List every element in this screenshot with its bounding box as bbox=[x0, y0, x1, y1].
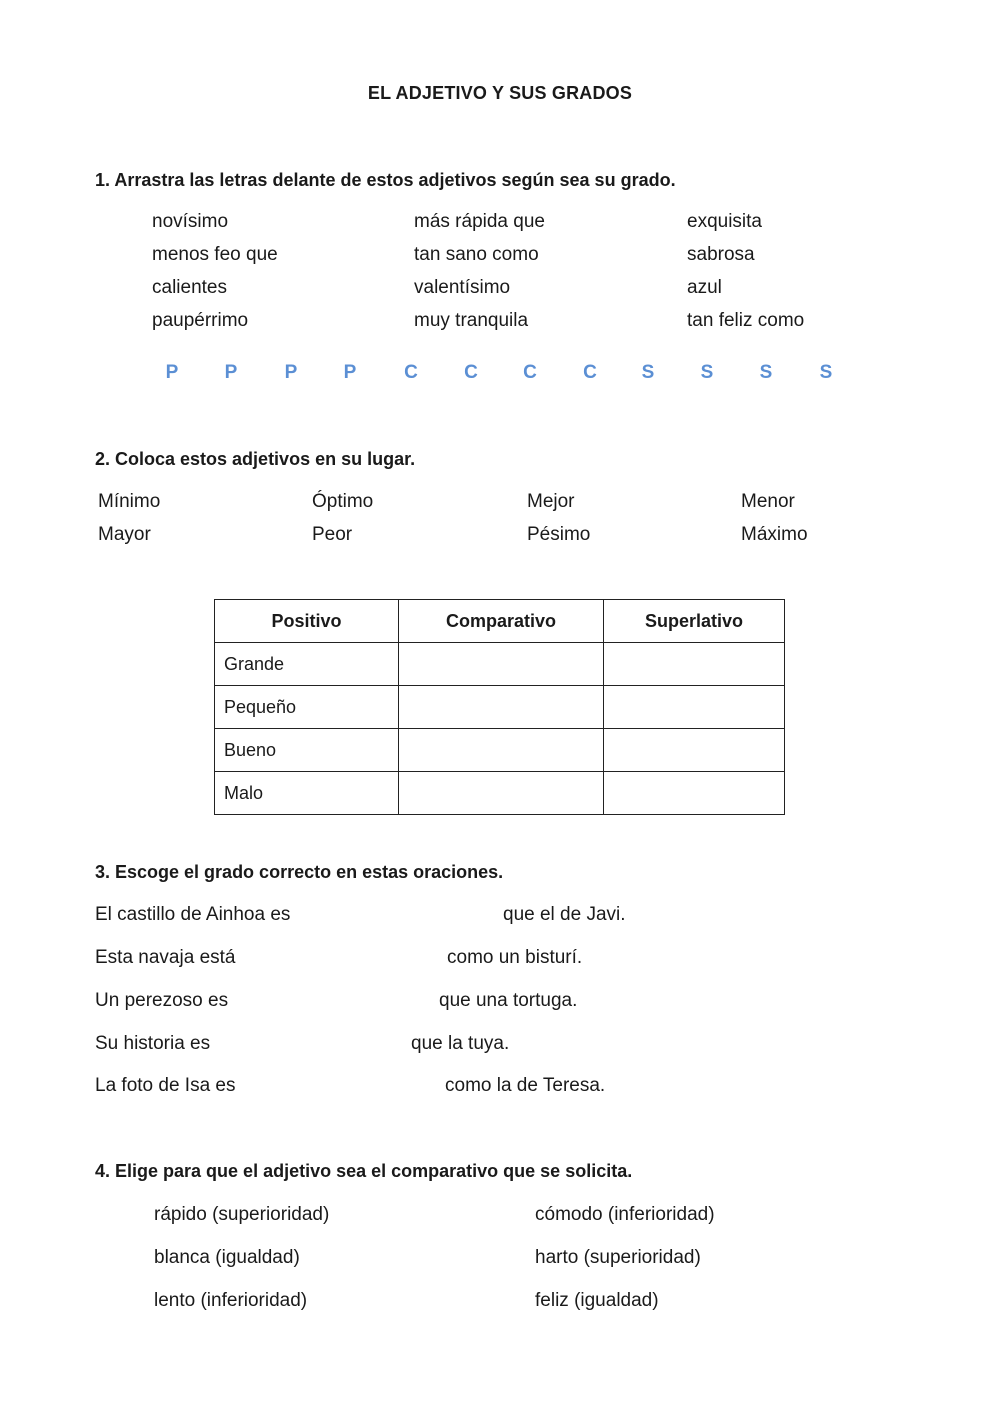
superlative-drop-cell[interactable] bbox=[604, 772, 785, 815]
adjective-item: menos feo que bbox=[152, 244, 278, 265]
header-comparativo: Comparativo bbox=[399, 600, 604, 643]
adjective-item: azul bbox=[687, 277, 722, 298]
draggable-letter-s[interactable]: S bbox=[819, 362, 833, 383]
draggable-letter-p[interactable]: P bbox=[165, 362, 179, 383]
draggable-word[interactable]: Máximo bbox=[741, 524, 808, 545]
adjective-item: valentísimo bbox=[414, 277, 511, 298]
draggable-letter-c[interactable]: C bbox=[523, 362, 537, 383]
comparative-item: rápido (superioridad) bbox=[154, 1204, 330, 1225]
adjective-item: tan sano como bbox=[414, 244, 539, 265]
positive-cell: Bueno bbox=[215, 729, 399, 772]
adjective-item: novísimo bbox=[152, 211, 229, 232]
draggable-letter-p[interactable]: P bbox=[284, 362, 298, 383]
table-row bbox=[215, 643, 785, 686]
table-row bbox=[215, 772, 785, 815]
adjective-item: más rápida que bbox=[414, 211, 545, 232]
sentence-end: como la de Teresa. bbox=[445, 1075, 606, 1096]
comparative-item: blanca (igualdad) bbox=[154, 1247, 300, 1268]
draggable-letter-p[interactable]: P bbox=[224, 362, 238, 383]
draggable-word[interactable]: Mayor bbox=[98, 524, 151, 545]
adjective-item: sabrosa bbox=[687, 244, 755, 265]
comparative-drop-cell[interactable] bbox=[399, 772, 604, 815]
comparative-item: lento (inferioridad) bbox=[154, 1290, 308, 1311]
positive-cell: Pequeño bbox=[215, 686, 399, 729]
table-row bbox=[215, 729, 785, 772]
draggable-word[interactable]: Peor bbox=[312, 524, 353, 545]
header-superlativo: Superlativo bbox=[604, 600, 785, 643]
draggable-word[interactable]: Pésimo bbox=[527, 524, 591, 545]
draggable-word[interactable]: Óptimo bbox=[312, 491, 374, 512]
degrees-table bbox=[214, 599, 785, 815]
comparative-drop-cell[interactable] bbox=[399, 729, 604, 772]
draggable-letter-c[interactable]: C bbox=[583, 362, 597, 383]
sentence-start: El castillo de Ainhoa es bbox=[95, 904, 291, 925]
comparative-drop-cell[interactable] bbox=[399, 643, 604, 686]
draggable-letter-c[interactable]: C bbox=[464, 362, 478, 383]
comparative-item: cómodo (inferioridad) bbox=[535, 1204, 715, 1225]
adjective-item: paupérrimo bbox=[152, 310, 249, 331]
section-1-heading: 1. Arrastra las letras delante de estos adjetivos según sea su grado. bbox=[95, 170, 676, 190]
comparative-item: harto (superioridad) bbox=[535, 1247, 701, 1268]
draggable-word[interactable]: Mejor bbox=[527, 491, 575, 512]
positive-cell: Grande bbox=[215, 643, 399, 686]
comparative-item: feliz (igualdad) bbox=[535, 1290, 659, 1311]
sentence-start: Esta navaja está bbox=[95, 947, 236, 968]
sentence-start: Un perezoso es bbox=[95, 990, 229, 1011]
positive-cell: Malo bbox=[215, 772, 399, 815]
draggable-letter-s[interactable]: S bbox=[700, 362, 714, 383]
page-title: EL ADJETIVO Y SUS GRADOS bbox=[367, 83, 633, 103]
table-header-row bbox=[215, 600, 785, 643]
section-3-heading: 3. Escoge el grado correcto en estas oraciones. bbox=[95, 862, 504, 882]
adjective-item: exquisita bbox=[687, 211, 762, 232]
superlative-drop-cell[interactable] bbox=[604, 686, 785, 729]
comparative-drop-cell[interactable] bbox=[399, 686, 604, 729]
sentence-start: La foto de Isa es bbox=[95, 1075, 236, 1096]
draggable-word[interactable]: Menor bbox=[741, 491, 795, 512]
draggable-letter-p[interactable]: P bbox=[343, 362, 357, 383]
sentence-end: que el de Javi. bbox=[503, 904, 626, 925]
draggable-letter-s[interactable]: S bbox=[641, 362, 655, 383]
sentence-end: como un bisturí. bbox=[447, 947, 583, 968]
adjective-item: calientes bbox=[152, 277, 227, 298]
table-row bbox=[215, 686, 785, 729]
section-4-heading: 4. Elige para que el adjetivo sea el comparativo que se solicita. bbox=[95, 1161, 633, 1181]
sentence-end: que la tuya. bbox=[411, 1033, 510, 1054]
header-positivo: Positivo bbox=[215, 600, 399, 643]
sentence-end: que una tortuga. bbox=[439, 990, 578, 1011]
superlative-drop-cell[interactable] bbox=[604, 643, 785, 686]
draggable-letter-s[interactable]: S bbox=[759, 362, 773, 383]
superlative-drop-cell[interactable] bbox=[604, 729, 785, 772]
section-2-heading: 2. Coloca estos adjetivos en su lugar. bbox=[95, 449, 416, 469]
sentence-start: Su historia es bbox=[95, 1033, 211, 1054]
draggable-letter-c[interactable]: C bbox=[404, 362, 418, 383]
adjective-item: tan feliz como bbox=[687, 310, 805, 331]
adjective-item: muy tranquila bbox=[414, 310, 529, 331]
draggable-word[interactable]: Mínimo bbox=[98, 491, 161, 512]
